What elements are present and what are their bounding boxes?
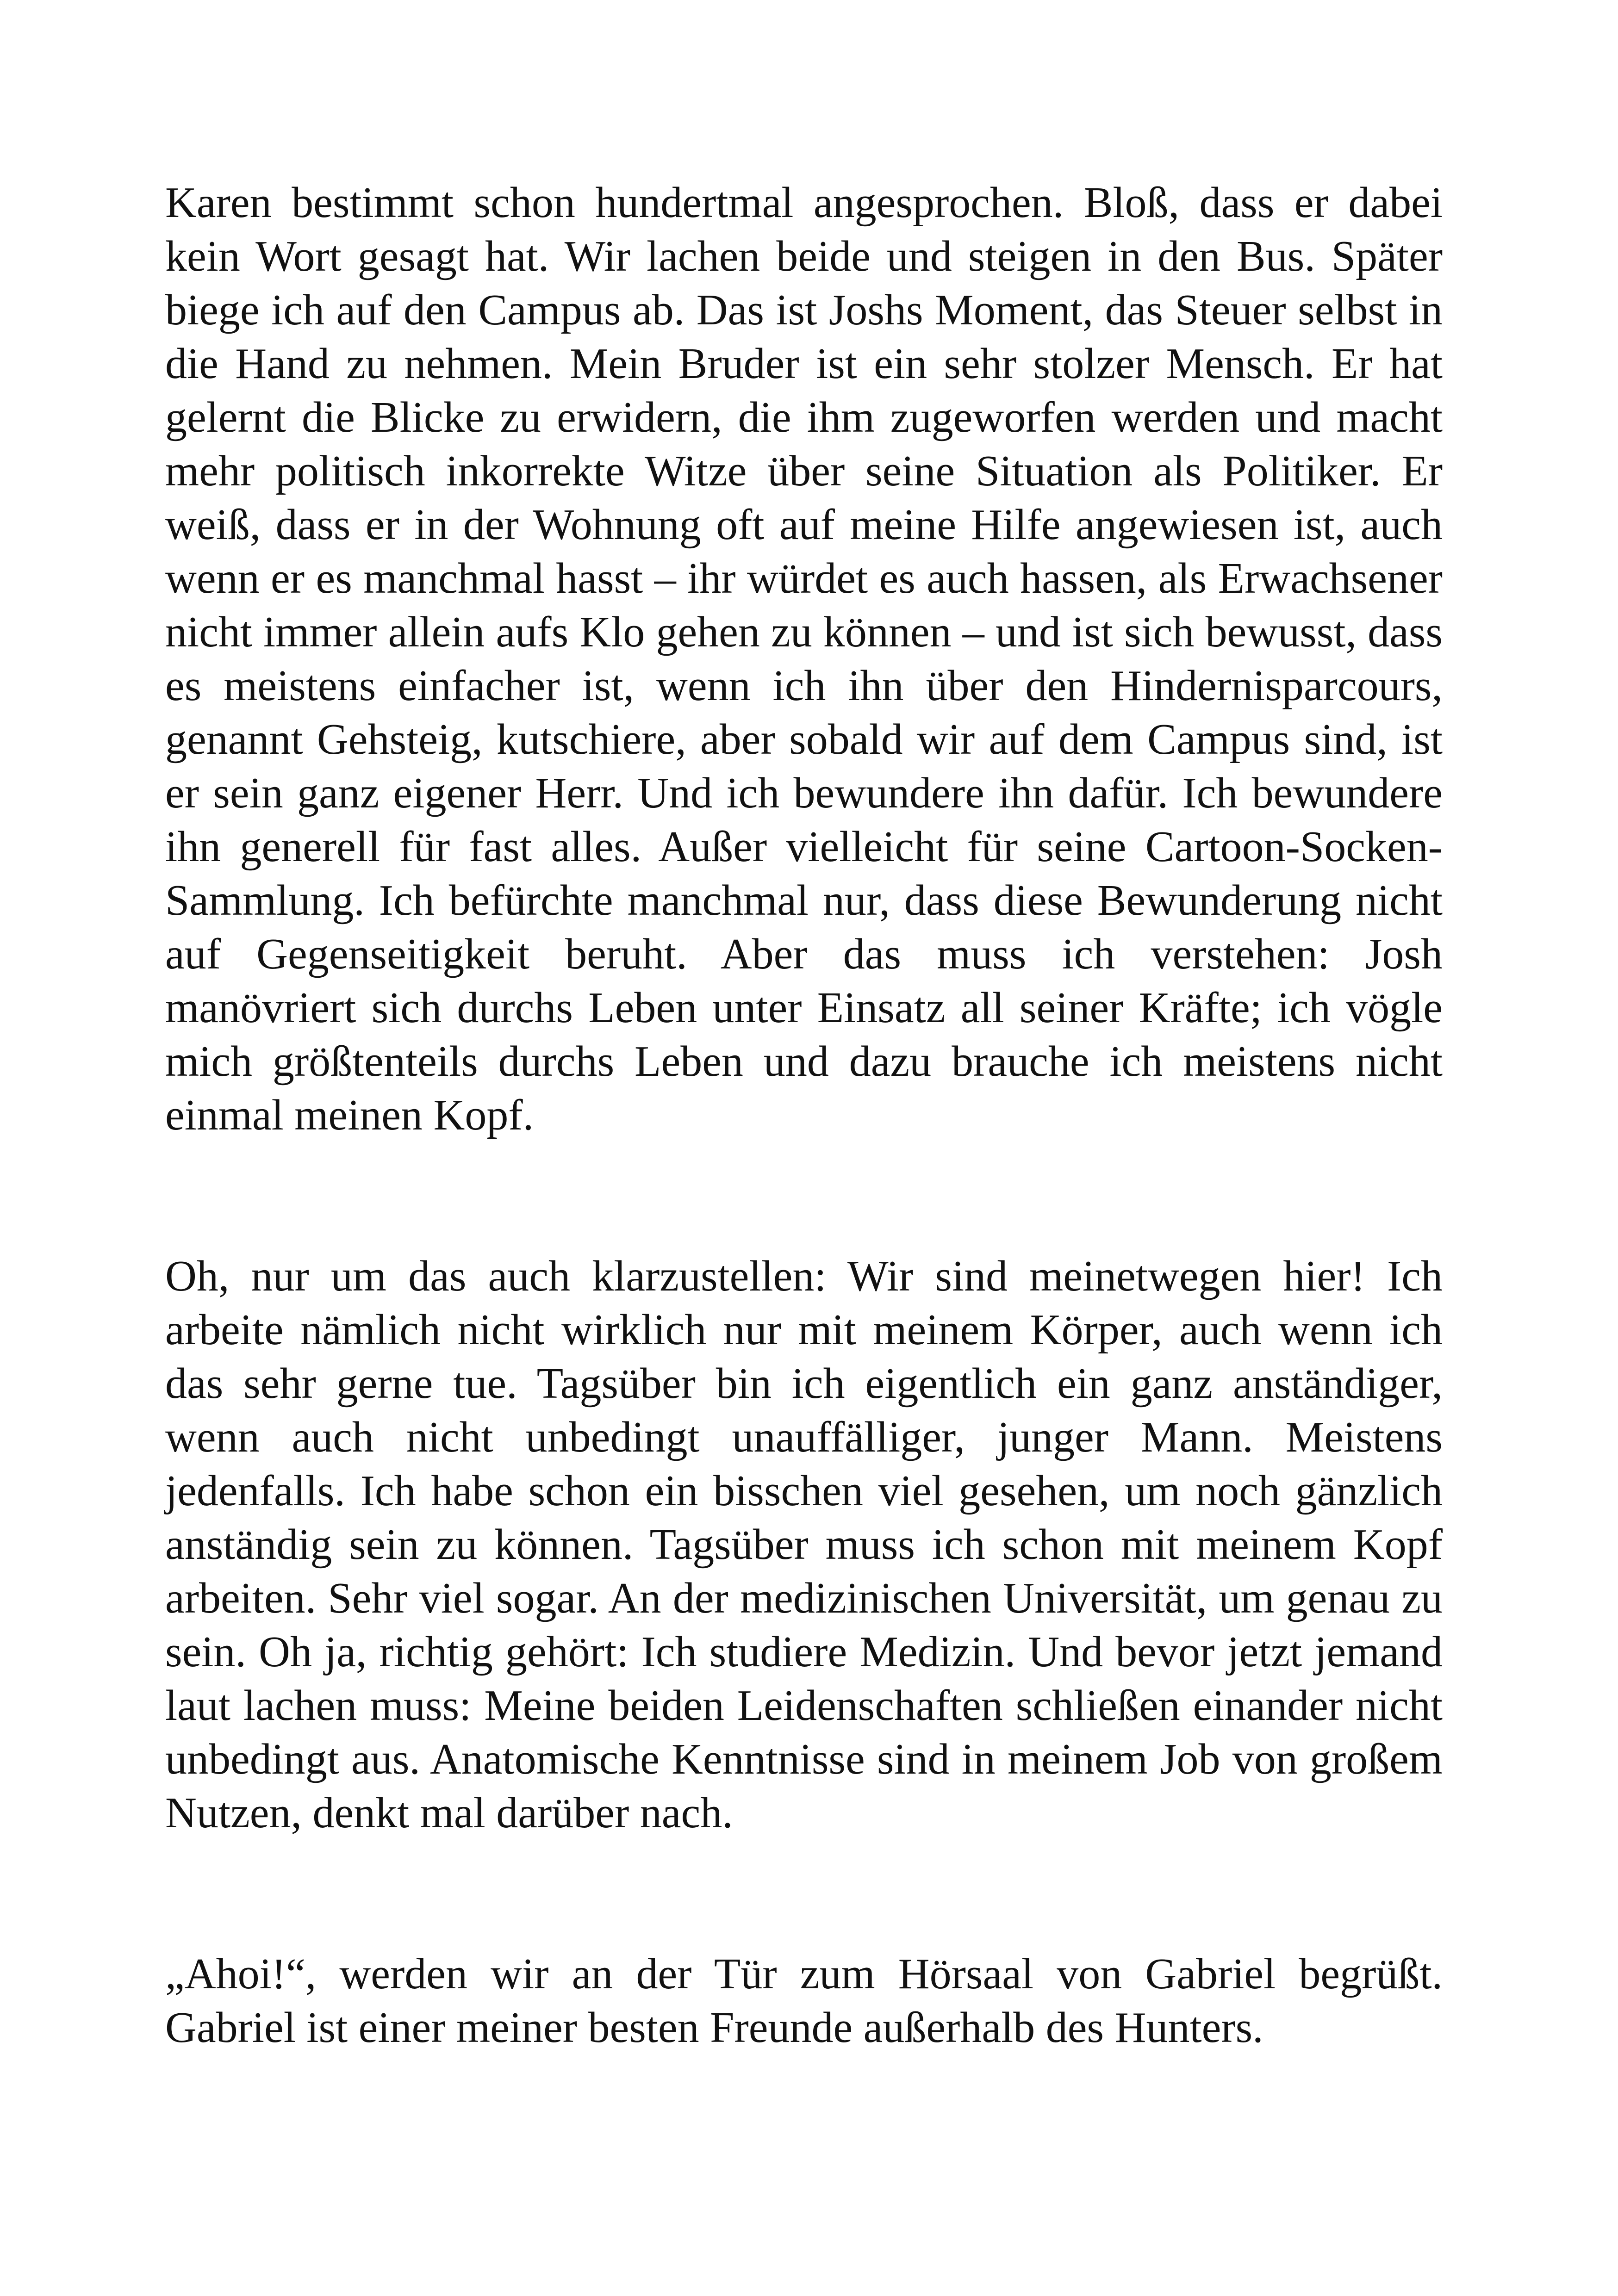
paragraph-3: „Ahoi!“, werden wir an der Tür zum Hörsaal von Gabriel begrüßt. Gabriel ist einer meiner besten Freunde außerhalb des Hunters. [165, 1950, 1443, 2052]
body-text [165, 176, 1443, 2054]
paragraph-1: Karen bestimmt schon hundertmal angesprochen. Bloß, dass er dabei kein Wort gesagt hat. Wir lachen beide und steigen in den Bus. Später biege ich auf den Campus ab. Das ist Joshs Moment, das Steuer selbst in die Hand zu nehmen. Mein Bruder ist ein sehr stolzer Mensch. Er hat gelernt die Blicke zu erwidern, die ihm zugeworfen werden und macht mehr politisch inkorrekte Witze über seine Situation als Politiker. Er weiß, dass er in der Wohnung oft auf meine Hilfe angewiesen ist, auch wenn er es manchmal hasst – ihr würdet es auch hassen, als Erwachsener nicht immer allein aufs Klo gehen zu können – und ist sich bewusst, dass es meistens einfacher ist, wenn ich ihn über den Hindernisparcours, genannt Gehsteig, kutschiere, aber sobald wir auf dem Campus sind, ist er sein ganz eigener Herr. Und ich bewundere ihn dafür. Ich bewundere ihn generell für fast alles. Außer vielleicht für seine Cartoon-Socken-Sammlung. Ich befürchte manchmal nur, dass diese Bewunderung nicht auf Gegenseitigkeit beruht. Aber das muss ich verstehen: Josh manövriert sich durchs Leben unter Einsatz all seiner Kräfte; ich vögle mich größtenteils durchs Leben und dazu brauche ich meistens nicht einmal meinen Kopf. [165, 179, 1443, 1139]
paragraph-2: Oh, nur um das auch klarzustellen: Wir sind meinetwegen hier! Ich arbeite nämlich nicht wirklich nur mit meinem Körper, auch wenn ich das sehr gerne tue. Tagsüber bin ich eigentlich ein ganz anständiger, wenn auch nicht unbedingt unauffälliger, junger Mann. Meistens jedenfalls. Ich habe schon ein bisschen viel gesehen, um noch gänzlich anständig sein zu können. Tagsüber muss ich schon mit meinem Kopf arbeiten. Sehr viel sogar. An der medizinischen Universität, um genau zu sein. Oh ja, richtig gehört: Ich studiere Medizin. Und bevor jetzt jemand laut lachen muss: Meine beiden Leidenschaften schließen einander nicht unbedingt aus. Anatomische Kenntnisse sind in meinem Job von großem Nutzen, denkt mal darüber nach. [165, 1252, 1443, 1837]
